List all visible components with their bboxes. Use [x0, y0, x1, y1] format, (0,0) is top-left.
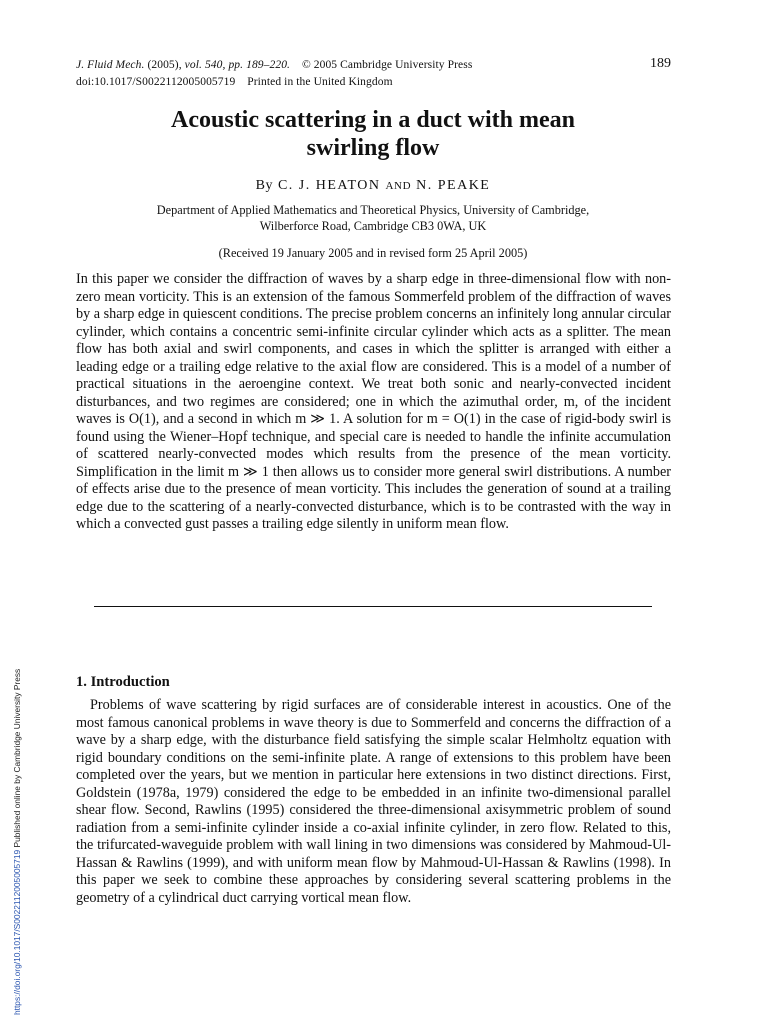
author-1: C. J. HEATON [277, 178, 381, 193]
copyright-notice: © 2005 Cambridge University Press [301, 59, 473, 71]
section-heading: 1. Introduction [76, 674, 170, 690]
and-label: AND [385, 180, 412, 192]
title-line-1: Acoustic scattering in a duct with mean [171, 107, 575, 133]
affiliation-line-2: Wilberforce Road, Cambridge CB3 0WA, UK [259, 218, 487, 233]
paper-title [76, 106, 670, 162]
introduction-paragraph: Problems of wave scattering by rigid surfaces are of considerable interest in acoustics. One of the most famous canonical problems in wave theory is due to Sommerfeld and concerns the diffraction of a wave by a sharp edge, with the disturbance field satisfying the simple scalar Helmholtz equation with rigid boundary conditions on the semi-infinite plate. A range of extensions to this problem have been completed over the years, but we mention in particular here extensions in two distinct directions. First, Goldstein (1978a, 1979) considered the edge to be embedded in an infinite two-dimensional parallel shear flow. Second, Rawlins (1995) considered the three-dimensional axisymmetric problem of sound radiation from a semi-infinite cylinder inside a co-axial infinite cylinder, in zero flow. Related to this, the trifurcated-waveguide problem with wall lining in two dimensions was considered by Mahmoud-Ul-Hassan & Rawlins (1999), and with uniform mean flow by Mahmoud-Ul-Hassan & Rawlins (1998). In this paper we seek to combine these approaches by considering several scattering problems in the geometry of a cylindrical duct carrying vortical mean flow. [76, 697, 671, 906]
journal-header [76, 57, 472, 91]
published-online-note: Published online by Cambridge University Press [12, 668, 22, 850]
doi-link[interactable]: https://doi.org/10.1017/S0022112005005719 [12, 849, 22, 1015]
abstract: In this paper we consider the diffraction of waves by a sharp edge in three-dimensional flow with non-zero mean vorticity. This is an extension of the famous Sommerfeld problem of the diffraction of waves by a sharp edge in quiescent conditions. The precise problem concerns an infinitely long annular circular cylinder, which contains a concentric semi-infinite circular cylinder which acts as a splitter. The mean flow has both axial and swirl components, and cases in which the splitter is arranged with either a leading edge or a trailing edge relative to the axial flow are considered. This is a model of a number of practical situations in the aeroengine context. We treat both sonic and nearly-convected incident disturbances, and two regimes are considered; one in which the azimuthal order, m, of the incident waves is O(1), and a second in which m ≫ 1. A solution for m = O(1) in the case of rigid-body swirl is found using the Wiener–Hopf technique, and special care is needed to handle the infinite accumulation of scattered nearly-convected modes which results from the presence of the mean vorticity. Simplification in the limit m ≫ 1 then allows us to consider more general swirl distributions. A number of effects arise due to the presence of mean vorticity. This includes the generation of sound at a trailing edge due to the scattering of a nearly-convected disturbance, which is to be contrasted with the way in which a convected gust passes a trailing edge silently in uniform mean flow. [76, 271, 671, 532]
doi-line [76, 74, 472, 91]
citation-line [76, 57, 472, 74]
author-2: N. PEAKE [416, 178, 491, 193]
author-line [76, 178, 670, 194]
introduction-body [76, 697, 671, 907]
doi-sidebar [12, 625, 22, 1015]
journal-name: J. Fluid Mech. [76, 59, 145, 71]
page-number: 189 [650, 56, 671, 71]
received-dates: (Received 19 January 2005 and in revised form 25 April 2005) [218, 246, 528, 260]
title-line-2: swirling flow [306, 135, 440, 161]
affiliation-line-1: Department of Applied Mathematics and Theoretical Physics, University of Cambridge, [156, 203, 590, 217]
abstract-divider [94, 606, 652, 607]
affiliation [76, 203, 670, 234]
by-label: By [255, 178, 273, 193]
journal-volume: vol. 540, pp. 189–220. [184, 59, 291, 71]
journal-year: (2005), [144, 59, 185, 71]
printed-notice: Printed in the United Kingdom [247, 76, 393, 88]
doi: doi:10.1017/S0022112005005719 [76, 76, 236, 88]
